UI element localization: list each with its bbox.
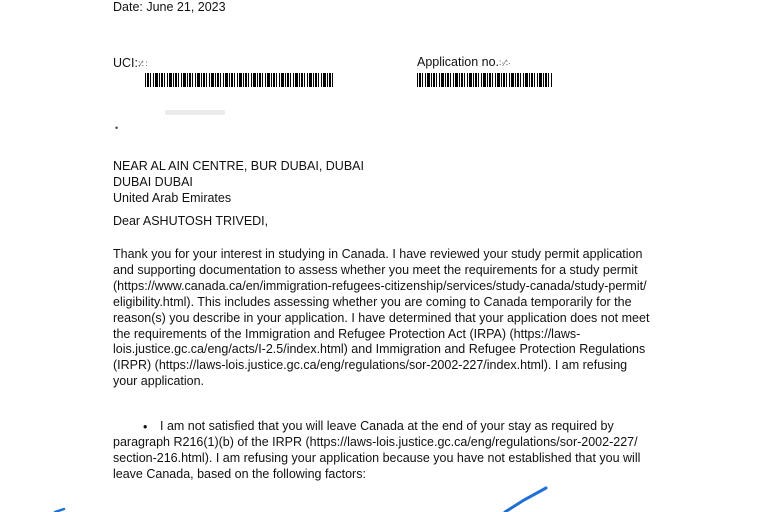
address-line-3: United Arab Emirates (113, 191, 232, 205)
paragraph-line: Thank you for your interest in studying in Canada. I have reviewed your study permit application (113, 247, 643, 261)
salutation: Dear ASHUTOSH TRIVEDI, (113, 214, 269, 228)
paragraph-line: your application. (113, 374, 205, 389)
application-label: Application no. (417, 55, 500, 69)
bullet-symbol: • (143, 420, 148, 434)
address-line-1: NEAR AL AIN CENTRE, BUR DUBAI, DUBAI (113, 159, 364, 173)
letter-date: Date: June 21, 2023 (113, 0, 226, 14)
paragraph-line: lois.justice.gc.ca/eng/acts/I-2.5/index.html) and Immigration and Refugee Protection Regulations (113, 342, 646, 357)
paragraph-line: the requirements of the Immigration and Refugee Protection Act (IRPA) (https://laws- (113, 326, 581, 341)
bullet-line: section-216.html). I am refusing your application because you have not established that you will (113, 450, 641, 465)
bullet-line: I am not satisfied that you will leave Canada at the end of your stay as required by (160, 419, 614, 433)
paragraph-line: eligibility.html). This includes assessing whether you are coming to Canada temporarily for the (113, 294, 632, 309)
address-line-2: DUBAI DUBAI (113, 175, 193, 189)
bullet-line: paragraph R216(1)(b) of the IRPR (https://laws-lois.justice.gc.ca/eng/regulations/sor-2002-227/ (113, 434, 638, 449)
uci-label: UCI: (113, 56, 138, 70)
paragraph-line: (IRPR) (https://laws-lois.justice.gc.ca/eng/regulations/sor-2002-227/index.html). I am refusing (113, 358, 628, 373)
paragraph-line: (https://www.canada.ca/en/immigration-refugees-citizenship/services/study-canada/study-permit/ (113, 278, 647, 293)
redacted-mark: • (115, 123, 119, 133)
uci-value: ∶⁄∷ (138, 59, 148, 69)
paragraph-line: and supporting documentation to assess whether you meet the requirements for a study permit (113, 262, 638, 277)
paragraph-line: reason(s) you describe in your application. I have determined that your application does not meet (113, 310, 650, 325)
pen-stroke (505, 488, 546, 512)
bullet-line: leave Canada, based on the following factors: (113, 466, 366, 481)
application-value: ∶⋅⁄∶∙ (499, 58, 511, 68)
